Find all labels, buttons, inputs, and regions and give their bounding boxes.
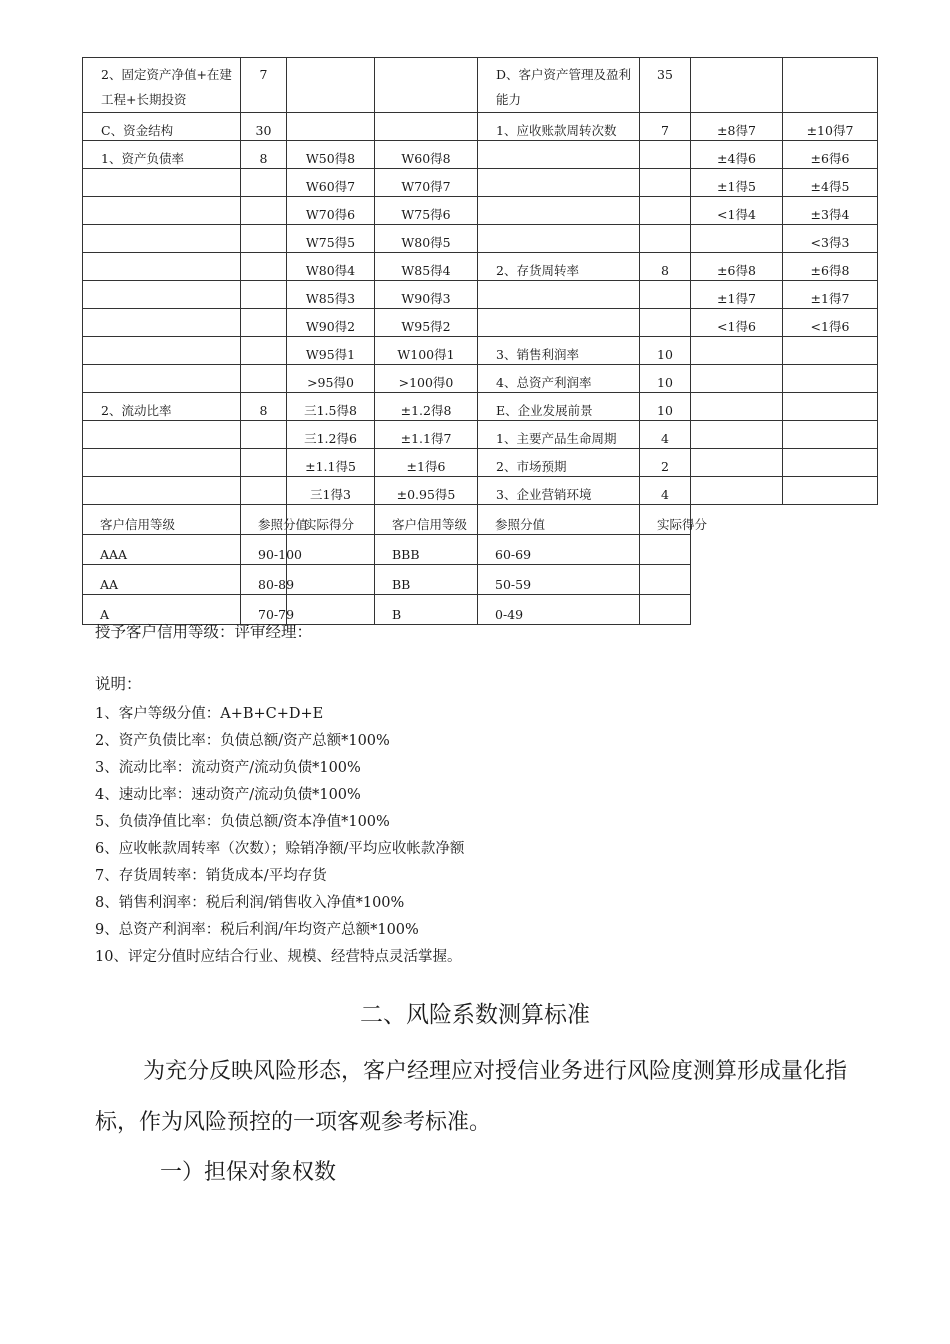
table-cell (83, 197, 241, 225)
grade-cell: 50-59 (478, 565, 640, 595)
table-cell (478, 169, 640, 197)
table-cell: ±4得6 (691, 141, 783, 169)
table-cell: 3、销售利润率 (478, 337, 640, 365)
table-cell: 10 (640, 337, 691, 365)
notes-list (95, 701, 464, 971)
grade-cell: BB (375, 565, 478, 595)
table-cell: 30 (241, 113, 287, 141)
table-cell: 3、企业营销环境 (478, 477, 640, 505)
table-cell (783, 337, 878, 365)
grade-header-cell: 客户信用等级 (83, 505, 241, 535)
note-item: 1、客户等级分值：A+B+C+D+E (95, 706, 324, 722)
table-cell: W70得7 (375, 169, 478, 197)
table-cell: 8 (241, 393, 287, 421)
table-cell: 8 (241, 141, 287, 169)
table-cell: 1、应收账款周转次数 (478, 113, 640, 141)
grade-cell: AAA (83, 535, 241, 565)
grade-cell: A (83, 595, 241, 625)
table-cell: 10 (640, 365, 691, 393)
grade-row (83, 565, 878, 595)
table-cell: D、客户资产管理及盈利能力 (478, 58, 640, 113)
section-title: 二、风险系数测算标准 (360, 1002, 590, 1028)
table-cell (241, 337, 287, 365)
table-cell: W70得6 (287, 197, 375, 225)
table-cell: >100得0 (375, 365, 478, 393)
table-cell: ±1得7 (691, 281, 783, 309)
table-cell: ±1得5 (691, 169, 783, 197)
table-cell (478, 281, 640, 309)
grade-cell: 70-79 (241, 595, 287, 625)
table-cell (241, 365, 287, 393)
note-item: 7、存货周转率：销货成本/平均存货 (95, 868, 327, 884)
table-cell: W100得1 (375, 337, 478, 365)
table-cell (691, 477, 783, 505)
grade-header-cell: 参照分值 (478, 505, 640, 535)
table-cell: W90得3 (375, 281, 478, 309)
grade-cell (640, 565, 691, 595)
table-row (83, 477, 878, 505)
table-cell: 1、资产负债率 (83, 141, 241, 169)
table-cell (783, 421, 878, 449)
grade-cell: AA (83, 565, 241, 595)
grade-header-row (83, 505, 878, 535)
table-cell: 2 (640, 449, 691, 477)
table-cell (478, 309, 640, 337)
table-cell: 7 (241, 58, 287, 113)
table-cell (783, 449, 878, 477)
table-row (83, 449, 878, 477)
table-cell: <1得4 (691, 197, 783, 225)
table-cell: 2、市场预期 (478, 449, 640, 477)
table-cell (241, 281, 287, 309)
table-cell (691, 421, 783, 449)
table-cell (83, 365, 241, 393)
table-cell (83, 225, 241, 253)
table-cell (375, 113, 478, 141)
subheading: 一）担保对象权数 (160, 1160, 337, 1185)
table-row (83, 169, 878, 197)
table-cell: ±0.95得5 (375, 477, 478, 505)
table-cell: W90得2 (287, 309, 375, 337)
grade-cell: 0-49 (478, 595, 640, 625)
note-item: 10、评定分值时应结合行业、规模、经营特点灵活掌握。 (95, 949, 462, 965)
table-cell (83, 281, 241, 309)
table-cell: 4 (640, 421, 691, 449)
grade-cell: B (375, 595, 478, 625)
table-row (83, 225, 878, 253)
table-cell: ±3得4 (783, 197, 878, 225)
table-cell (783, 58, 878, 113)
grade-header-cell: 参照分值 (241, 505, 287, 535)
table-cell: 7 (640, 113, 691, 141)
table-cell (640, 281, 691, 309)
table-row (83, 113, 878, 141)
table-cell (783, 393, 878, 421)
table-cell (241, 169, 287, 197)
table-cell: ±6得8 (783, 253, 878, 281)
table-cell: ±1.1得7 (375, 421, 478, 449)
table-cell: C、资金结构 (83, 113, 241, 141)
section-paragraph: 为充分反映风险形态，客户经理应对授信业务进行风险度测算形成量化指标，作为风险预控的一项客观参考标准。 (95, 1059, 848, 1135)
table-cell: 35 (640, 58, 691, 113)
table-cell: ±1.1得5 (287, 449, 375, 477)
table-cell: W85得4 (375, 253, 478, 281)
table-cell (241, 449, 287, 477)
table-cell: <1得6 (783, 309, 878, 337)
table-cell (640, 197, 691, 225)
table-cell: >95得0 (287, 365, 375, 393)
table-cell (691, 225, 783, 253)
table-cell: <1得6 (691, 309, 783, 337)
table-row (83, 393, 878, 421)
table-cell: 2、存货周转率 (478, 253, 640, 281)
grade-cell: BBB (375, 535, 478, 565)
table-cell: E、企业发展前景 (478, 393, 640, 421)
note-item: 8、销售利润率：税后利润/销售收入净值*100% (95, 895, 405, 911)
note-item: 3、流动比率：流动资产/流动负债*100% (95, 760, 361, 776)
table-cell: <3得3 (783, 225, 878, 253)
table-cell (478, 141, 640, 169)
table-cell: W80得5 (375, 225, 478, 253)
table-row (83, 253, 878, 281)
notes-title: 说明： (95, 675, 142, 693)
table-cell (83, 477, 241, 505)
note-item: 9、总资产利润率：税后利润/年均资产总额*100% (95, 922, 419, 938)
table-cell: ±1得7 (783, 281, 878, 309)
grade-cell: 90-100 (241, 535, 287, 565)
grade-cell: 60-69 (478, 535, 640, 565)
table-cell: 三1得3 (287, 477, 375, 505)
table-cell: 2、流动比率 (83, 393, 241, 421)
table-cell: 4、总资产利润率 (478, 365, 640, 393)
table-cell (83, 337, 241, 365)
table-cell: ±1.2得8 (375, 393, 478, 421)
grade-cell (287, 565, 375, 595)
table-row (83, 365, 878, 393)
table-cell: W80得4 (287, 253, 375, 281)
table-cell: ±6得6 (783, 141, 878, 169)
table-cell: 三1.5得8 (287, 393, 375, 421)
table-cell (783, 365, 878, 393)
table-cell (478, 197, 640, 225)
table-cell: 2、固定资产净值+在建工程+长期投资 (83, 58, 241, 113)
table-cell: 8 (640, 253, 691, 281)
table-cell (691, 365, 783, 393)
table-row (83, 337, 878, 365)
note-item: 4、速动比率：速动资产/流动负债*100% (95, 787, 361, 803)
table-cell (287, 113, 375, 141)
table-cell (241, 477, 287, 505)
table-row (83, 309, 878, 337)
table-cell: W75得6 (375, 197, 478, 225)
table-cell (691, 58, 783, 113)
table-cell: ±1得6 (375, 449, 478, 477)
table-cell: W95得1 (287, 337, 375, 365)
credit-score-table (82, 57, 878, 625)
table-cell (640, 141, 691, 169)
table-cell (640, 169, 691, 197)
table-cell (478, 225, 640, 253)
table-cell (783, 477, 878, 505)
table-cell: W60得8 (375, 141, 478, 169)
table-row (83, 141, 878, 169)
grade-header-cell: 实际得分 (640, 505, 691, 535)
table-cell: 三1.2得6 (287, 421, 375, 449)
table-cell (375, 58, 478, 113)
table-cell: W85得3 (287, 281, 375, 309)
table-cell (640, 309, 691, 337)
grant-level-line: 授予客户信用等级：评审经理： (95, 623, 313, 641)
note-item: 5、负债净值比率：负债总额/资本净值*100% (95, 814, 390, 830)
table-cell (83, 309, 241, 337)
score-table-body (83, 58, 878, 625)
table-cell (241, 421, 287, 449)
grade-cell: 80-89 (241, 565, 287, 595)
table-cell: ±6得8 (691, 253, 783, 281)
table-cell (241, 197, 287, 225)
table-cell (83, 421, 241, 449)
table-cell: W75得5 (287, 225, 375, 253)
table-cell: 4 (640, 477, 691, 505)
table-cell (640, 225, 691, 253)
grade-row (83, 535, 878, 565)
table-cell (691, 337, 783, 365)
table-row (83, 58, 878, 113)
grade-cell (640, 535, 691, 565)
table-cell: ±10得7 (783, 113, 878, 141)
table-row (83, 197, 878, 225)
table-row (83, 421, 878, 449)
grade-header-cell: 客户信用等级 (375, 505, 478, 535)
table-row (83, 281, 878, 309)
grade-header-cell: 实际得分 (287, 505, 375, 535)
table-cell: ±8得7 (691, 113, 783, 141)
note-item: 6、应收帐款周转率（次数）；赊销净额/平均应收帐款净额 (95, 841, 465, 857)
table-cell: W95得2 (375, 309, 478, 337)
table-cell: W60得7 (287, 169, 375, 197)
table-cell (691, 393, 783, 421)
table-cell (83, 449, 241, 477)
note-item: 2、资产负债比率：负债总额/资产总额*100% (95, 733, 390, 749)
table-cell (287, 58, 375, 113)
table-cell: ±4得5 (783, 169, 878, 197)
table-cell (241, 309, 287, 337)
grade-cell (640, 595, 691, 625)
table-cell (83, 253, 241, 281)
table-cell (241, 225, 287, 253)
table-cell: 1、主要产品生命周期 (478, 421, 640, 449)
table-cell (83, 169, 241, 197)
table-cell: W50得8 (287, 141, 375, 169)
table-cell: 10 (640, 393, 691, 421)
table-cell (241, 253, 287, 281)
table-cell (691, 449, 783, 477)
